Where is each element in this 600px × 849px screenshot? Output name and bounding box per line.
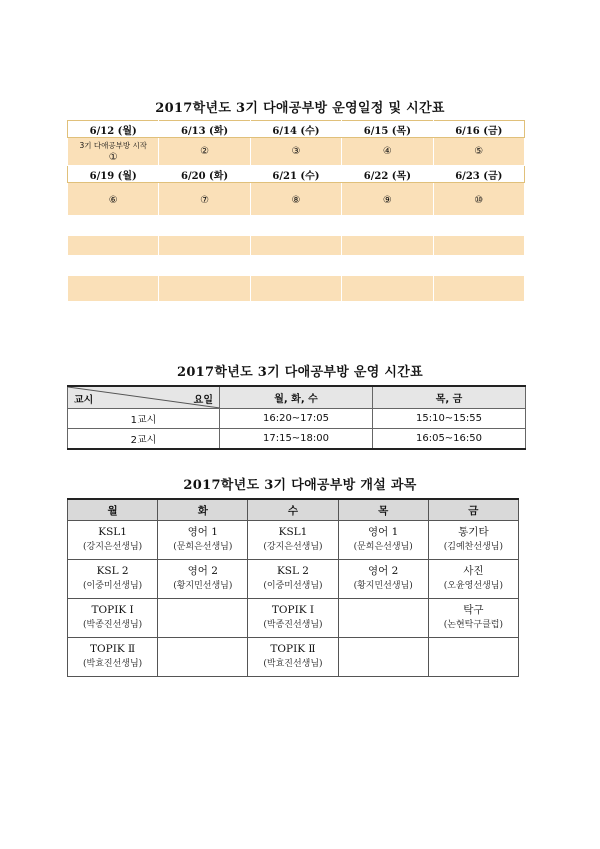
time-cell: 16:20~17:05: [220, 409, 373, 429]
week2-mark-row: [68, 183, 525, 216]
subject-table: [67, 498, 519, 677]
subject-cell: [158, 599, 248, 638]
subject-name: TOPIK Ⅰ: [91, 604, 134, 616]
week1-date-row: [68, 121, 525, 138]
mark-cell: [159, 183, 250, 216]
date-cell: 6/23 (금): [433, 166, 524, 183]
subject-name: TOPIK Ⅱ: [90, 643, 136, 655]
subject-name: 영어 1: [187, 526, 218, 538]
subject-cell: [68, 560, 158, 599]
teacher-name: (김예찬선생님): [443, 542, 503, 552]
date-cell: 6/15 (목): [342, 121, 433, 138]
date-cell: 6/19 (월): [68, 166, 159, 183]
time-cell: 16:05~16:50: [373, 429, 526, 450]
empty-row: [68, 256, 525, 276]
subject-name: KSL 2: [276, 565, 309, 577]
subject-cell: [248, 560, 338, 599]
subject-header-row: [68, 499, 519, 521]
thf-header: 목, 금: [373, 386, 526, 409]
mtw-header: 월, 화, 수: [220, 386, 373, 409]
teacher-name: (황지민선생님): [353, 581, 413, 591]
teacher-name: (오윤영선생님): [443, 581, 503, 591]
period-cell: 1교시: [68, 409, 220, 429]
session-mark: ③: [291, 146, 301, 157]
day-header: 수: [248, 499, 338, 521]
mark-cell: [342, 183, 433, 216]
time-table-header: [68, 386, 526, 409]
subject-cell: [158, 638, 248, 677]
subject-name: TOPIK Ⅱ: [270, 643, 316, 655]
subject-cell: [248, 599, 338, 638]
mark-cell: [433, 138, 524, 166]
time-row: [68, 429, 526, 450]
teacher-name: (문희은선생님): [353, 542, 413, 552]
date-cell: 6/12 (월): [68, 121, 159, 138]
start-note: 3기 다애공부방 시작: [79, 141, 147, 150]
session-mark: ⑦: [200, 194, 210, 206]
schedule-title: 2017학년도 3기 다애공부방 운영일정 및 시간표: [155, 101, 445, 116]
date-cell: 6/21 (수): [250, 166, 341, 183]
subject-name: 영어 2: [368, 565, 399, 577]
session-mark: ①: [108, 152, 118, 163]
teacher-name: (박효진선생님): [83, 659, 143, 669]
date-cell: 6/16 (금): [433, 121, 524, 138]
subject-cell: [68, 521, 158, 560]
time-table: [67, 385, 526, 450]
subject-cell: [158, 560, 248, 599]
time-cell: 17:15~18:00: [220, 429, 373, 450]
session-mark: ②: [200, 146, 210, 157]
subject-cell: [338, 638, 428, 677]
day-header: 화: [158, 499, 248, 521]
teacher-name: (강지은선생님): [83, 542, 143, 552]
week2-date-row: [68, 166, 525, 183]
time-cell: 15:10~15:55: [373, 409, 526, 429]
subject-row: [68, 560, 519, 599]
empty-row: [68, 216, 525, 236]
day-header: 목: [338, 499, 428, 521]
subject-cell: [428, 638, 518, 677]
subject-name: 영어 1: [368, 526, 399, 538]
week1-mark-row: [68, 138, 525, 166]
subject-cell: [338, 599, 428, 638]
mark-cell: [68, 183, 159, 216]
session-mark: ⑥: [108, 194, 118, 206]
session-mark: ⑧: [291, 194, 301, 206]
subject-cell: [338, 521, 428, 560]
time-row: [68, 409, 526, 429]
time-table-title: 2017학년도 3기 다애공부방 운영 시간표: [176, 365, 424, 380]
mark-cell: [433, 183, 524, 216]
session-mark: ⑤: [474, 146, 484, 157]
mark-cell: [250, 138, 341, 166]
empty-row: [68, 276, 525, 302]
corner-cell: [68, 386, 220, 409]
date-cell: 6/20 (화): [159, 166, 250, 183]
empty-row: [68, 236, 525, 256]
date-cell: 6/13 (화): [159, 121, 250, 138]
mark-cell: [159, 138, 250, 166]
teacher-name: (황지민선생님): [173, 581, 233, 591]
subject-name: 탁구: [463, 604, 484, 616]
period-header: 교시: [74, 395, 94, 406]
teacher-name: (이중미선생님): [263, 581, 323, 591]
subject-row: [68, 638, 519, 677]
subject-name: KSL1: [278, 526, 308, 538]
teacher-name: (문희은선생님): [173, 542, 233, 552]
day-header: 요일: [193, 395, 213, 406]
subject-name: 통기타: [458, 526, 489, 538]
period-cell: 2교시: [68, 429, 220, 450]
subject-name: KSL 2: [96, 565, 129, 577]
subject-name: 영어 2: [187, 565, 218, 577]
subject-name: TOPIK Ⅰ: [271, 604, 315, 616]
subject-table-title: 2017학년도 3기 다애공부방 개설 과목: [183, 478, 417, 493]
session-mark: ⑩: [474, 194, 484, 206]
teacher-name: (박종진선생님): [83, 620, 143, 630]
session-mark: ④: [382, 146, 392, 157]
teacher-name: (논현탁구클럽): [443, 620, 503, 630]
teacher-name: (박효진선생님): [263, 659, 323, 669]
subject-row: [68, 521, 519, 560]
date-cell: 6/14 (수): [250, 121, 341, 138]
subject-name: 사진: [463, 565, 484, 577]
teacher-name: (강지은선생님): [263, 542, 323, 552]
subject-cell: [248, 521, 338, 560]
teacher-name: (박종진선생님): [263, 620, 323, 630]
day-header: 월: [68, 499, 158, 521]
mark-cell: [342, 138, 433, 166]
subject-cell: [428, 599, 518, 638]
teacher-name: (이중미선생님): [83, 581, 143, 591]
subject-cell: [338, 560, 428, 599]
subject-cell: [428, 521, 518, 560]
schedule-calendar: [67, 120, 525, 302]
subject-row: [68, 599, 519, 638]
session-mark: ⑨: [382, 194, 392, 206]
subject-name: KSL1: [98, 526, 127, 538]
subject-cell: [248, 638, 338, 677]
mark-cell: [250, 183, 341, 216]
date-cell: 6/22 (목): [342, 166, 433, 183]
subject-cell: [428, 560, 518, 599]
subject-cell: [68, 599, 158, 638]
subject-cell: [68, 638, 158, 677]
subject-cell: [158, 521, 248, 560]
day-header: 금: [428, 499, 518, 521]
mark-cell: [68, 138, 159, 166]
